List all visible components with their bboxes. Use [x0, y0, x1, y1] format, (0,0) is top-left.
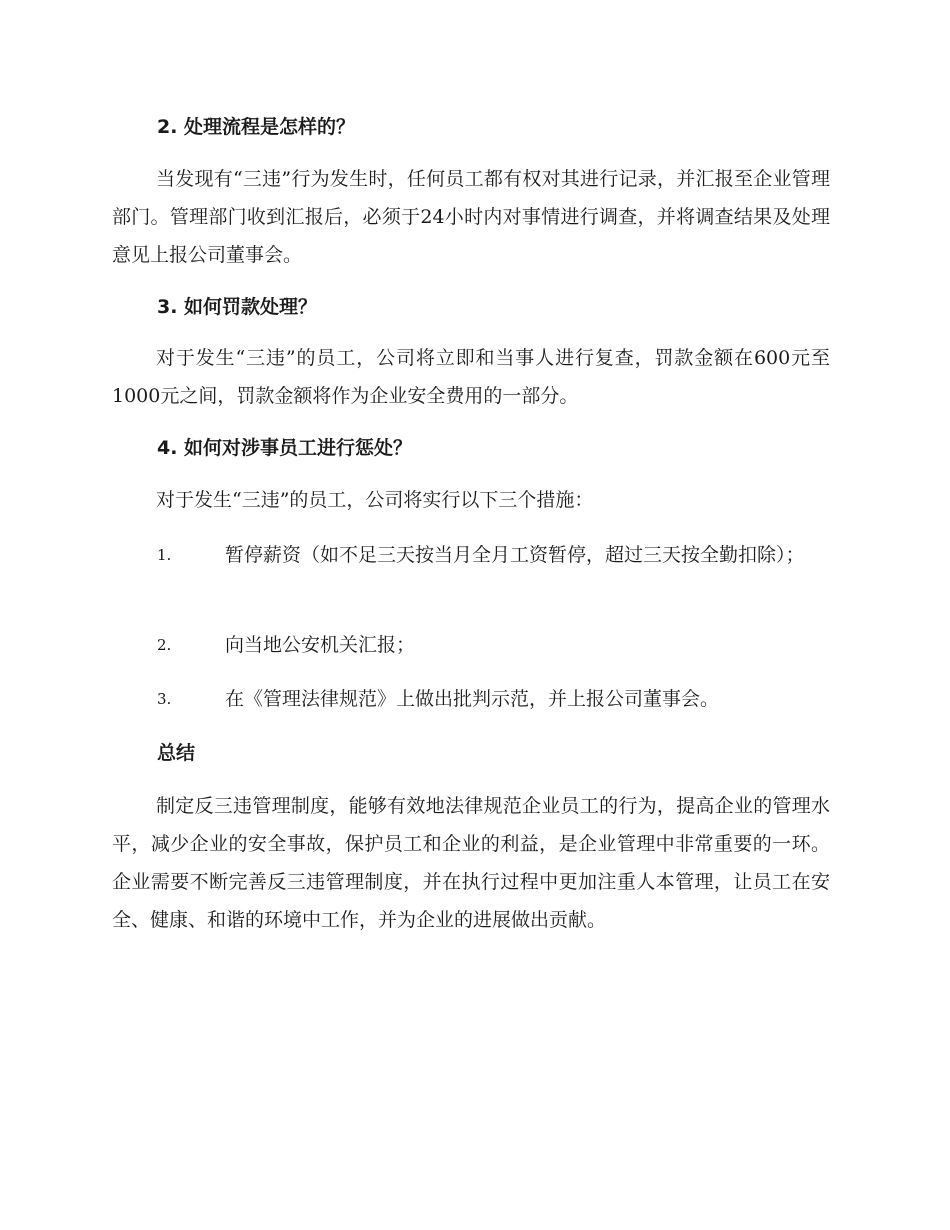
list-item-text: 暂停薪资（如不足三天按当月全月工资暂停，超过三天按全勤扣除）； [225, 544, 805, 566]
section-heading-punishment: 4. 如何对涉事员工进行惩处？ [157, 437, 413, 459]
section-heading-process: 2. 处理流程是怎样的？ [157, 116, 356, 138]
list-item [112, 680, 830, 718]
section-paragraph-punishment: 对于发生“三违”的员工，公司将实行以下三个措施： [156, 489, 594, 511]
section-paragraph-summary: 制定反三违管理制度，能够有效地法律规范企业员工的行为，提高企业的管理水平，减少企业的安全事故，保护员工和企业的利益，是企业管理中非常重要的一环。企业需要不断完善反三违管理制度，并在执行过程中更加注重人本管理，让员工在安全、健康、和谐的环境中工作，并为企业的进展做出贡献。 [112, 795, 830, 931]
list-item-text: 向当地公安机关汇报； [225, 634, 416, 656]
list-item [112, 626, 830, 664]
section-heading-fine: 3. 如何罚款处理？ [157, 296, 318, 318]
section-paragraph-fine: 对于发生“三违”的员工，公司将立即和当事人进行复查，罚款金额在600元至1000元之间，罚款金额将作为企业安全费用的一部分。 [112, 347, 830, 407]
list-item [112, 536, 830, 574]
list-item-number: 3. [157, 690, 172, 708]
section-paragraph-process: 当发现有“三违”行为发生时，任何员工都有权对其进行记录，并汇报至企业管理部门。管理部门收到汇报后，必须于24小时内对事情进行调查，并将调查结果及处理意见上报公司董事会。 [112, 168, 830, 266]
list-item-number: 2. [157, 636, 172, 654]
list-item-text: 在《管理法律规范》上做出批判示范，并上报公司董事会。 [225, 688, 720, 710]
section-heading-summary: 总结 [157, 742, 196, 764]
list-item-number: 1. [157, 546, 172, 564]
